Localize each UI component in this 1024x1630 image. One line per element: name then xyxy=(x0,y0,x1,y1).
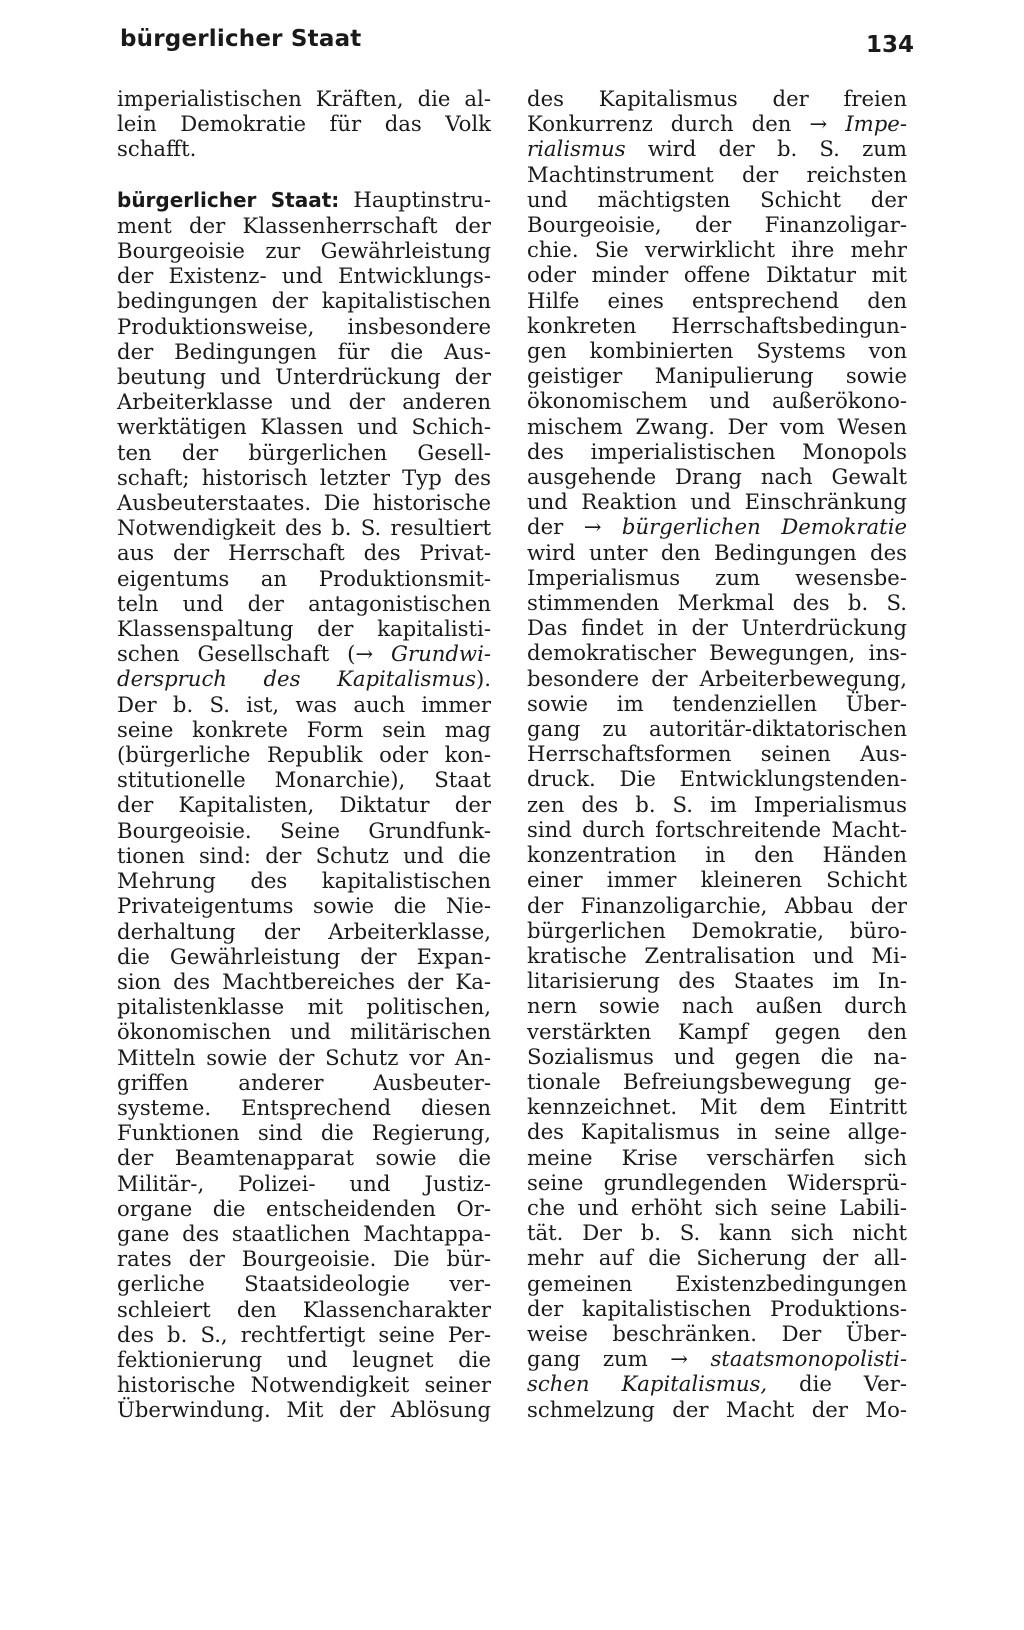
text-line: des Kapitalismus in seine allge- xyxy=(527,1119,907,1145)
cross-reference-arrow-icon: → xyxy=(583,514,602,540)
text-line: Privateigentums sowie die Nie- xyxy=(117,893,491,919)
left-column xyxy=(117,86,491,1423)
text-line: die Gewährleistung der Expan- xyxy=(117,943,491,969)
text-line: Hilfe eines entsprechend den xyxy=(527,287,907,313)
text-line: Mehrung des kapitalistischen xyxy=(117,868,491,894)
text-line: schafft. xyxy=(117,136,197,162)
text-line: tät. Der b. S. kann sich nicht xyxy=(527,1220,907,1246)
entry-headword: bürgerlicher Staat: xyxy=(117,187,340,212)
text-line: organe die entscheidenden Or- xyxy=(117,1195,491,1221)
text-line: gang zu autoritär-diktatorischen xyxy=(527,716,907,742)
text-line: einer immer kleineren Schicht xyxy=(527,867,907,893)
text-line: schmelzung der Macht der Mo- xyxy=(527,1396,907,1422)
text-line: stimmenden Merkmal des b. S. xyxy=(527,590,907,616)
text-line: ausgehende Drang nach Gewalt xyxy=(527,464,907,490)
text-line: rialismus wird der b. S. zum xyxy=(527,136,907,162)
text-line: schaft; historisch letzter Typ des xyxy=(117,464,491,490)
text-line: der Existenz- und Entwicklungs- xyxy=(117,263,491,289)
text-line: griffen anderer Ausbeuter- xyxy=(117,1069,491,1095)
text-line: Ausbeuterstaates. Die historische xyxy=(117,490,491,516)
text-line: der Kapitalisten, Diktatur der xyxy=(117,792,491,818)
text-line: Mitteln sowie der Schutz vor An- xyxy=(117,1044,491,1070)
right-column xyxy=(527,86,907,1422)
text-line: chie. Sie verwirklicht ihre mehr xyxy=(527,237,907,263)
text-line: demokratischer Bewegungen, ins- xyxy=(527,640,907,666)
running-head: bürgerlicher Staat xyxy=(120,26,362,52)
text-line: tionale Befreiungsbewegung ge- xyxy=(527,1068,907,1094)
entry-continuation xyxy=(527,86,907,1422)
text-line: ökonomischem und außerökono- xyxy=(527,388,907,414)
text-line: gane des staatlichen Machtappa- xyxy=(117,1220,491,1246)
text-line: werktätigen Klassen und Schich- xyxy=(117,414,491,440)
text-line: eigentums an Produktionsmit- xyxy=(117,565,491,591)
text-line: Funktionen sind die Regierung, xyxy=(117,1120,491,1146)
text-line: derhaltung der Arbeiterklasse, xyxy=(117,918,491,944)
text-line: Notwendigkeit des b. S. resultiert xyxy=(117,515,491,541)
text-line: Konkurrenz durch den → Impe- xyxy=(527,111,907,137)
entry-buergerlicher-staat xyxy=(117,187,491,1423)
text-line: Militär-, Polizei- und Justiz- xyxy=(117,1170,491,1196)
text-line: konkreten Herrschaftsbedingun- xyxy=(527,312,907,338)
text-line: nern sowie nach außen durch xyxy=(527,993,907,1019)
text-line: geistiger Manipulierung sowie xyxy=(527,363,907,389)
cross-reference-imperialismus-cont[interactable]: rialismus xyxy=(527,136,626,162)
text-line: schen Gesellschaft (→ Grundwi- xyxy=(117,641,492,667)
text-line: sion des Machtbereiches der Ka- xyxy=(117,968,491,994)
text-line: bürgerlichen Demokratie, büro- xyxy=(527,917,907,943)
cross-reference-grundwiderspruch-cont[interactable]: derspruch des Kapitalismus xyxy=(117,666,476,692)
text-line: Klassenspaltung der kapitalisti- xyxy=(117,616,491,642)
text-line: Der b. S. ist, was auch immer xyxy=(117,691,491,717)
text-line: lein Demokratie für das Volk xyxy=(117,111,491,137)
text-line: derspruch des Kapitalismus). xyxy=(117,666,491,692)
text-line: der → bürgerlichen Demokratie xyxy=(527,514,908,540)
text-line: mischem Zwang. Der vom Wesen xyxy=(527,413,907,439)
text-line: Imperialismus zum wesensbe- xyxy=(527,564,907,590)
text-line: seine konkrete Form sein mag xyxy=(117,716,491,742)
text-line: bedingungen der kapitalistischen xyxy=(117,288,491,314)
text-line: Herrschaftsformen seinen Aus- xyxy=(527,741,907,767)
text-line: teln und der antagonistischen xyxy=(117,590,491,616)
cross-reference-staatsmonopolistischer-kapitalismus-cont[interactable]: schen Kapitalismus, xyxy=(527,1371,768,1397)
text-line: besondere der Arbeiterbewegung, xyxy=(527,665,907,691)
text-line: mehr auf die Sicherung der all- xyxy=(527,1245,907,1271)
text-line: der Beamtenapparat sowie die xyxy=(117,1145,491,1171)
text-line: verstärkten Kampf gegen den xyxy=(527,1018,907,1044)
text-line: ökonomischen und militärischen xyxy=(117,1019,491,1045)
text-line: und mächtigsten Schicht der xyxy=(527,186,907,212)
text-line: historische Notwendigkeit seiner xyxy=(117,1372,491,1398)
text-line: gang zum → staatsmonopolisti- xyxy=(527,1346,907,1372)
cross-reference-imperialismus[interactable]: Impe- xyxy=(827,111,907,137)
text-line: gen kombinierten Systems von xyxy=(527,338,907,364)
text-line: oder minder offene Diktatur mit xyxy=(527,262,907,288)
text-line: litarisierung des Staates im In- xyxy=(527,968,907,994)
text-line: tionen sind: der Schutz und die xyxy=(117,842,491,868)
text-line: der kapitalistischen Produktions- xyxy=(527,1295,907,1321)
text-line: Arbeiterklasse und der anderen xyxy=(117,389,491,415)
text-line: ten der bürgerlichen Gesell- xyxy=(117,439,491,465)
text-line: ment der Klassenherrschaft der xyxy=(117,212,491,238)
page-number: 134 xyxy=(866,32,915,58)
text-line: Machtinstrument der reichsten xyxy=(527,161,907,187)
text-line: weise beschränken. Der Über- xyxy=(527,1320,907,1346)
cross-reference-grundwiderspruch[interactable]: Grundwi- xyxy=(373,641,492,667)
text-line: sowie im tendenziellen Über- xyxy=(527,690,907,716)
cross-reference-arrow-icon: → xyxy=(670,1346,689,1372)
text-line: Bourgeoisie. Seine Grundfunk- xyxy=(117,817,491,843)
text-line: schen Kapitalismus, die Ver- xyxy=(527,1371,907,1397)
text-line: sind durch fortschreitende Macht- xyxy=(527,816,907,842)
carryover-paragraph xyxy=(117,86,491,162)
text-line: Überwindung. Mit der Ablösung xyxy=(117,1397,491,1423)
text-line: kratische Zentralisation und Mi- xyxy=(527,942,907,968)
text-line: systeme. Entsprechend diesen xyxy=(117,1094,491,1120)
text-line: imperialistischen Kräften, die al- xyxy=(117,86,491,111)
text-line: Produktionsweise, insbesondere xyxy=(117,313,491,339)
text-line: fektionierung und leugnet die xyxy=(117,1346,491,1372)
text-line: druck. Die Entwicklungstenden- xyxy=(527,766,907,792)
text-line: aus der Herrschaft des Privat- xyxy=(117,540,491,566)
text-line: kennzeichnet. Mit dem Eintritt xyxy=(527,1094,907,1120)
cross-reference-arrow-icon: → xyxy=(809,111,828,137)
text-line: Bourgeoisie, der Finanzoligar- xyxy=(527,212,907,238)
text-line: meine Krise verschärfen sich xyxy=(527,1144,907,1170)
text-line: wird unter den Bedingungen des xyxy=(527,539,907,565)
cross-reference-staatsmonopolistischer-kapitalismus[interactable]: staatsmonopolisti- xyxy=(688,1346,907,1372)
text-line: Sozialismus und gegen die na- xyxy=(527,1043,907,1069)
text-line: der Finanzoligarchie, Abbau der xyxy=(527,892,907,918)
text-line: zen des b. S. im Imperialismus xyxy=(527,791,907,817)
text-line: beutung und Unterdrückung der xyxy=(117,364,491,390)
text-line: gemeinen Existenzbedingungen xyxy=(527,1270,907,1296)
text-line: der Bedingungen für die Aus- xyxy=(117,338,491,364)
text-line: bürgerlicher Staat: Hauptinstru- xyxy=(117,186,491,212)
cross-reference-buergerliche-demokratie[interactable]: bürgerlichen Demokratie xyxy=(601,514,908,540)
text-line: konzentration in den Händen xyxy=(527,842,907,868)
text-line: des b. S., rechtfertigt seine Per- xyxy=(117,1321,491,1347)
text-line: Das findet in der Unterdrückung xyxy=(527,615,907,641)
text-line: des Kapitalismus der freien xyxy=(527,86,907,111)
text-line: pitalistenklasse mit politischen, xyxy=(117,994,491,1020)
text-line: rates der Bourgeoisie. Die bür- xyxy=(117,1246,491,1272)
cross-reference-arrow-icon: → xyxy=(355,641,374,667)
text-line: stitutionelle Monarchie), Staat xyxy=(117,767,491,793)
text-line: seine grundlegenden Widersprü- xyxy=(527,1169,907,1195)
text-line: che und erhöht sich seine Labili- xyxy=(527,1194,907,1220)
text-line: (bürgerliche Republik oder kon- xyxy=(117,742,491,768)
text-line: und Reaktion und Einschränkung xyxy=(527,489,907,515)
text-line: gerliche Staatsideologie ver- xyxy=(117,1271,491,1297)
text-line: Bourgeoisie zur Gewährleistung xyxy=(117,238,491,264)
text-line: des imperialistischen Monopols xyxy=(527,438,907,464)
text-line: schleiert den Klassencharakter xyxy=(117,1296,491,1322)
